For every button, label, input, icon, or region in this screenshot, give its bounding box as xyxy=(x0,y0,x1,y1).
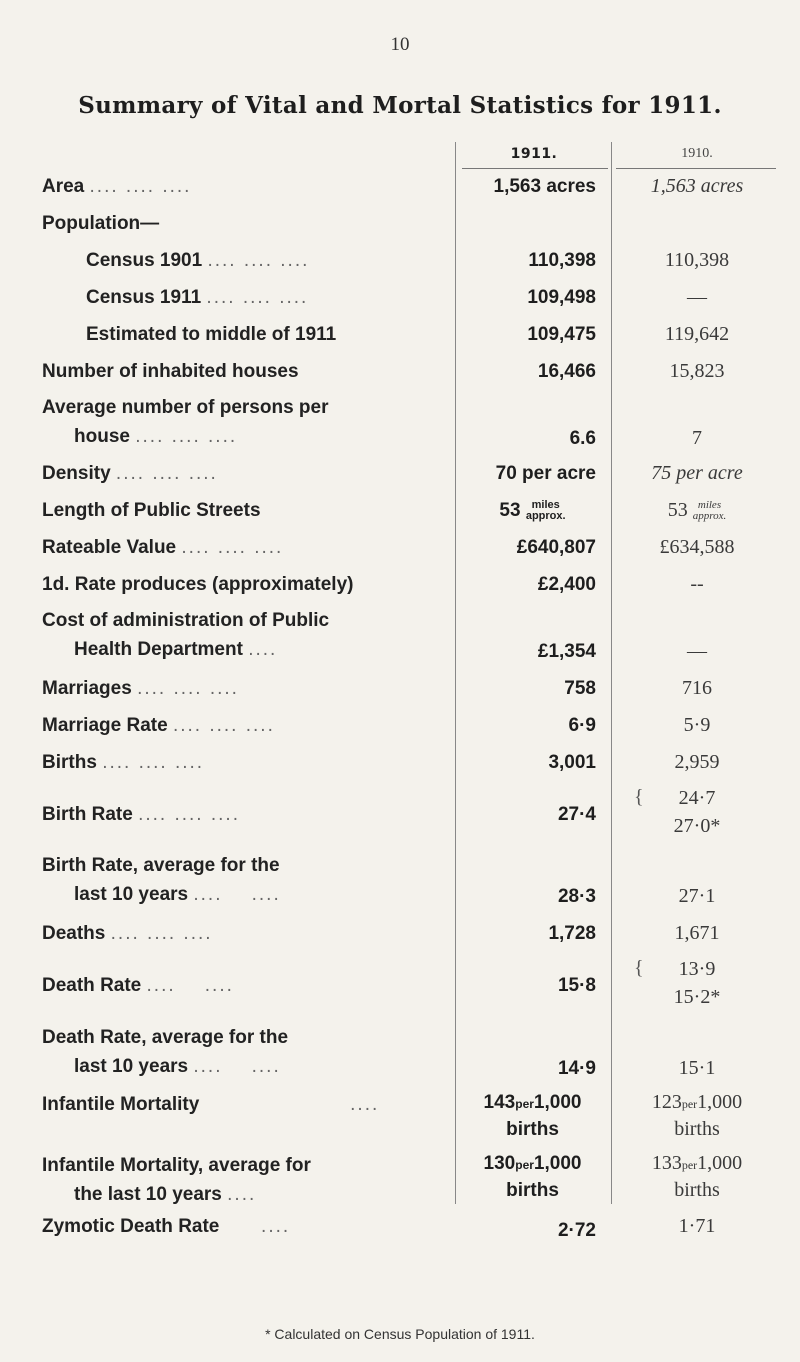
column-header-1911: 1911. xyxy=(510,146,558,162)
value-1911: 143 xyxy=(483,1092,516,1113)
value-1910: 1·71 xyxy=(678,1215,716,1237)
value-1910: 15·1 xyxy=(678,1057,716,1079)
row-label: Length of Public Streets xyxy=(42,500,261,521)
unit-approx: approx. xyxy=(525,509,566,522)
value-1910: 1,563 acres xyxy=(650,175,744,197)
per-label: per xyxy=(515,1097,534,1111)
value-1910: 133 xyxy=(651,1152,682,1174)
value-1910: -- xyxy=(690,573,704,595)
leader-dots: .... .... .... xyxy=(206,287,309,308)
header-rule-1911 xyxy=(462,168,608,169)
value-1911: 2·72 xyxy=(557,1220,596,1241)
value-1910-census: 27·0* xyxy=(673,815,721,837)
row-label: Census 1901 xyxy=(86,250,203,271)
row-label: Infantile Mortality xyxy=(42,1094,200,1115)
value-1910: 27·1 xyxy=(678,885,716,907)
value-1911: 70 per acre xyxy=(495,463,596,484)
leader-dots: .... .... .... xyxy=(110,923,213,944)
value-1911: 3,001 xyxy=(548,752,596,773)
per-label: per xyxy=(681,1158,698,1172)
row-label-line2: the last 10 years xyxy=(74,1184,222,1205)
leader-dots: .... .... .... xyxy=(102,752,205,773)
row-label: Marriages xyxy=(42,678,132,699)
per-base: 1,000 xyxy=(697,1152,743,1174)
value-1911: 14·9 xyxy=(557,1058,596,1079)
unit-births: births xyxy=(674,1118,720,1140)
row-label: Death Rate xyxy=(42,975,142,996)
leader-dots: .... .... .... xyxy=(138,804,240,825)
row-label-line2: Health Department xyxy=(74,639,243,660)
leader-dots: .... .... .... xyxy=(172,715,275,736)
footnote: * Calculated on Census Population of 1911. xyxy=(265,1326,535,1342)
leader-dots: .... .... .... xyxy=(181,537,284,558)
row-label: Population— xyxy=(42,213,160,234)
row-label: Marriage Rate xyxy=(42,715,168,736)
value-1910: 119,642 xyxy=(664,323,730,345)
value-1911: 53 xyxy=(499,500,521,521)
page-title: Summary of Vital and Mortal Statistics for 1911. xyxy=(78,92,722,119)
row-label-line1: Average number of persons per xyxy=(42,397,329,418)
row-label: Density xyxy=(42,463,111,484)
value-1911: 15·8 xyxy=(557,975,596,996)
per-base: 1,000 xyxy=(533,1153,582,1174)
row-label: Number of inhabited houses xyxy=(42,361,299,382)
value-1910: 53 xyxy=(667,499,688,521)
value-1910: — xyxy=(687,286,707,308)
column-header-1910: 1910. xyxy=(681,146,713,161)
row-label: Births xyxy=(42,752,97,773)
row-label: Birth Rate xyxy=(42,804,133,825)
row-label-line2: last 10 years xyxy=(74,884,189,905)
value-1910: 75 per acre xyxy=(651,462,743,484)
unit-births: births xyxy=(506,1119,559,1140)
row-label: Zymotic Death Rate xyxy=(42,1216,220,1237)
leader-dots: .... .... .... xyxy=(135,426,238,447)
value-1911: 6.6 xyxy=(569,428,596,449)
row-label-line2: house xyxy=(74,426,130,447)
value-1911: £2,400 xyxy=(537,574,596,595)
per-base: 1,000 xyxy=(533,1092,582,1113)
row-label-line1: Cost of administration of Public xyxy=(42,610,330,631)
row-label: Rateable Value xyxy=(42,537,177,558)
per-label: per xyxy=(515,1158,534,1172)
value-1910: 15,823 xyxy=(669,360,725,382)
value-1910: 716 xyxy=(682,677,712,699)
unit-approx: approx. xyxy=(692,510,727,523)
unit-births: births xyxy=(506,1180,559,1201)
unit-miles: miles xyxy=(531,498,560,511)
per-base: 1,000 xyxy=(697,1091,743,1113)
value-1911: 758 xyxy=(564,678,596,699)
row-label-line1: Infantile Mortality, average for xyxy=(42,1155,311,1176)
value-1911: 1,728 xyxy=(548,923,596,944)
header-rule-1910 xyxy=(616,168,776,169)
value-1911: 16,466 xyxy=(537,361,596,382)
value-1910: 2,959 xyxy=(674,751,720,773)
unit-miles: miles xyxy=(697,499,722,512)
leader-dots: .... .... .... xyxy=(115,463,218,484)
brace: { xyxy=(634,786,644,808)
value-1911: 27·4 xyxy=(557,804,596,825)
value-1911: £640,807 xyxy=(516,537,596,558)
row-label-line2: last 10 years xyxy=(74,1056,189,1077)
page-number: 10 xyxy=(390,34,410,55)
row-label: Census 1911 xyxy=(86,287,202,308)
value-1911: 6·9 xyxy=(568,715,596,736)
value-1910: £634,588 xyxy=(659,536,735,558)
row-label-line1: Death Rate, average for the xyxy=(42,1027,289,1048)
unit-births: births xyxy=(674,1179,720,1201)
value-1910: 7 xyxy=(692,427,702,449)
value-1910: 123 xyxy=(651,1091,682,1113)
value-1910-actual: 24·7 xyxy=(678,787,716,809)
leader-dots: .... .... .... xyxy=(207,250,310,271)
brace: { xyxy=(634,957,644,979)
row-label: 1d. Rate produces (approximately) xyxy=(42,574,354,595)
value-1910-actual: 13·9 xyxy=(678,958,716,980)
value-1911: 109,475 xyxy=(527,324,596,345)
value-1911: 109,498 xyxy=(527,287,596,308)
value-1911: £1,354 xyxy=(537,641,596,662)
row-label-line1: Birth Rate, average for the xyxy=(42,855,280,876)
value-1910-census: 15·2* xyxy=(673,986,721,1008)
leader-dots: .... .... .... xyxy=(137,678,239,699)
row-label: Estimated to middle of 1911 xyxy=(86,324,337,345)
value-1911: 1,563 acres xyxy=(493,176,596,197)
value-1910: 1,671 xyxy=(674,922,720,944)
value-1910: 110,398 xyxy=(664,249,730,271)
row-label: Deaths xyxy=(42,923,106,944)
row-label: Area xyxy=(42,176,85,197)
value-1910: — xyxy=(687,640,707,662)
value-1911: 28·3 xyxy=(557,886,596,907)
leader-dots: .... .... .... xyxy=(89,176,192,197)
value-1910: 5·9 xyxy=(683,714,711,736)
value-1911: 130 xyxy=(483,1153,516,1174)
value-1911: 110,398 xyxy=(528,250,596,271)
per-label: per xyxy=(681,1097,698,1111)
